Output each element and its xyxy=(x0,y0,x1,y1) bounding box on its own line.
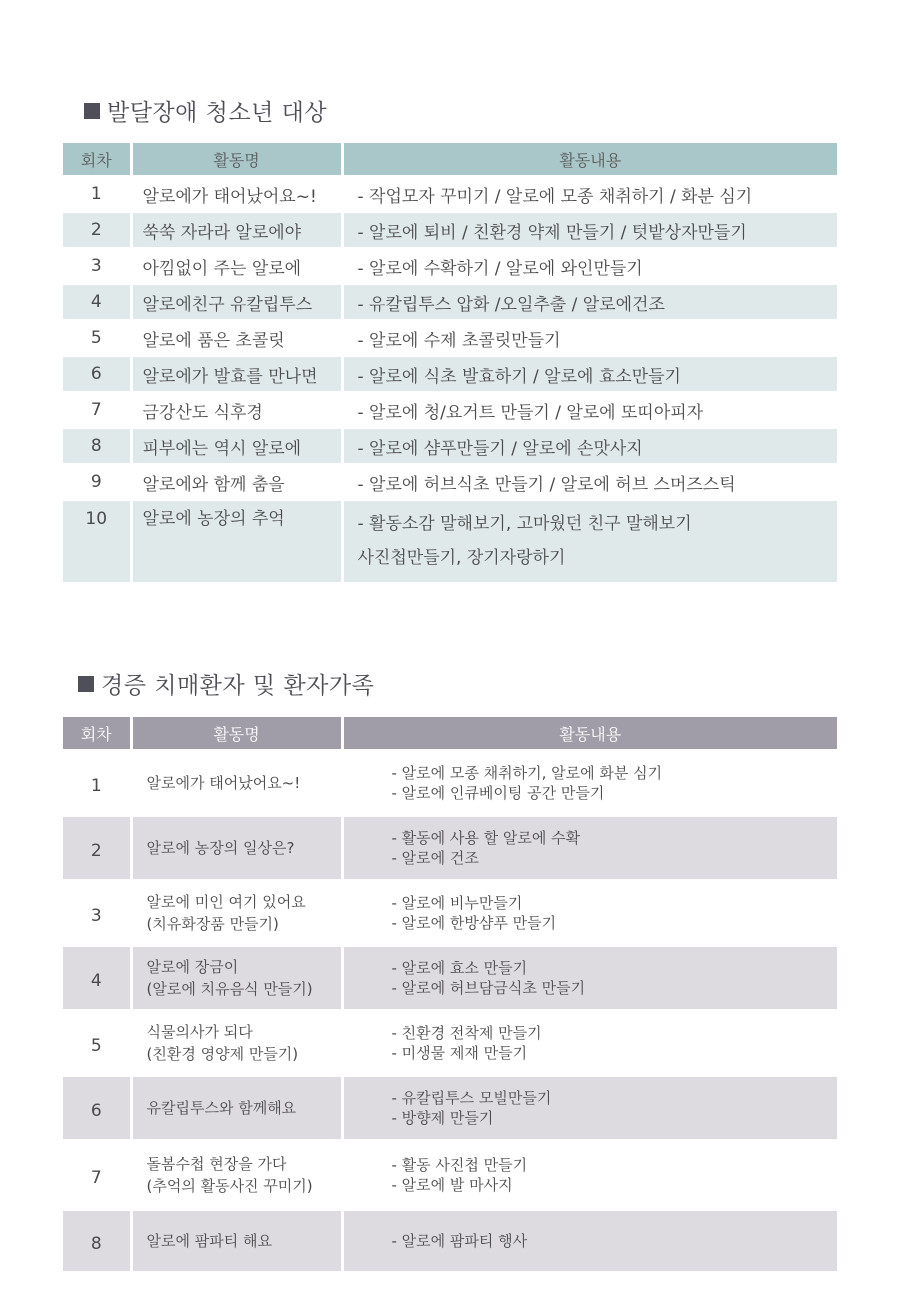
session-number: 2 xyxy=(63,816,131,881)
header-activity-content: 활동내용 xyxy=(342,717,837,751)
activity-content: - 알로에 팜파티 행사 xyxy=(342,1210,837,1273)
square-bullet-icon xyxy=(84,103,100,119)
activity-name: 알로에가 발효를 만나면 xyxy=(131,356,342,392)
session-number: 7 xyxy=(63,1141,131,1210)
session-number: 10 xyxy=(63,500,131,583)
session-number: 5 xyxy=(63,320,131,356)
activity-name: 알로에 장금이 (알로에 치유음식 만들기) xyxy=(131,946,342,1011)
session-number: 1 xyxy=(63,751,131,816)
activity-content: - 알로에 허브식초 만들기 / 알로에 허브 스머즈스틱 xyxy=(342,464,837,500)
activity-content: - 활동 사진첩 만들기 - 알로에 발 마사지 xyxy=(342,1141,837,1210)
table-row xyxy=(63,946,837,1011)
session-number: 2 xyxy=(63,212,131,248)
table-row xyxy=(63,248,837,284)
section-title-text: 경증 치매환자 및 환자가족 xyxy=(101,673,375,699)
session-number: 3 xyxy=(63,881,131,946)
activity-content: - 알로에 수확하기 / 알로에 와인만들기 xyxy=(342,248,837,284)
table-row xyxy=(63,320,837,356)
header-session: 회차 xyxy=(63,717,131,751)
activity-name: 알로에 품은 초콜릿 xyxy=(131,320,342,356)
session-number: 6 xyxy=(63,356,131,392)
table-row xyxy=(63,1210,837,1273)
session-number: 8 xyxy=(63,1210,131,1273)
table-row xyxy=(63,212,837,248)
table-row xyxy=(63,392,837,428)
activity-name: 알로에와 함께 춤을 xyxy=(131,464,342,500)
table-row xyxy=(63,1141,837,1210)
session-number: 5 xyxy=(63,1011,131,1076)
activity-content: - 친환경 전착제 만들기 - 미생물 제재 만들기 xyxy=(342,1011,837,1076)
session-number: 6 xyxy=(63,1076,131,1141)
activity-name: 쑥쑥 자라라 알로에야 xyxy=(131,212,342,248)
section-title-youth xyxy=(84,94,327,127)
session-number: 9 xyxy=(63,464,131,500)
activity-content: - 알로에 청/요거트 만들기 / 알로에 또띠아피자 xyxy=(342,392,837,428)
activity-name: 유칼립투스와 함께해요 xyxy=(131,1076,342,1141)
activity-content: - 알로에 식초 발효하기 / 알로에 효소만들기 xyxy=(342,356,837,392)
session-number: 7 xyxy=(63,392,131,428)
activity-content: - 활동소감 말해보기, 고마웠던 친구 말해보기 사진첩만들기, 장기자랑하기 xyxy=(342,500,837,583)
table-row xyxy=(63,464,837,500)
activity-content: - 유칼립투스 모빌만들기 - 방향제 만들기 xyxy=(342,1076,837,1141)
activity-name: 금강산도 식후경 xyxy=(131,392,342,428)
activity-name: 아낌없이 주는 알로에 xyxy=(131,248,342,284)
table-row xyxy=(63,500,837,583)
table-header-row xyxy=(63,717,837,751)
section-title-text: 발달장애 청소년 대상 xyxy=(107,100,328,126)
activity-name: 식물의사가 되다 (친환경 영양제 만들기) xyxy=(131,1011,342,1076)
activity-content: - 작업모자 꾸미기 / 알로에 모종 채취하기 / 화분 심기 xyxy=(342,176,837,212)
table-row xyxy=(63,176,837,212)
session-number: 8 xyxy=(63,428,131,464)
activity-content: - 알로에 샴푸만들기 / 알로에 손맛사지 xyxy=(342,428,837,464)
activity-content: - 알로에 퇴비 / 친환경 약제 만들기 / 텃밭상자만들기 xyxy=(342,212,837,248)
activity-name: 알로에친구 유칼립투스 xyxy=(131,284,342,320)
table-row xyxy=(63,284,837,320)
table-row xyxy=(63,881,837,946)
activity-name: 알로에 팜파티 해요 xyxy=(131,1210,342,1273)
activity-content: - 유칼립투스 압화 /오일추출 / 알로에건조 xyxy=(342,284,837,320)
activity-name: 알로에 미인 여기 있어요 (치유화장품 만들기) xyxy=(131,881,342,946)
session-number: 4 xyxy=(63,284,131,320)
activity-content: - 알로에 모종 채취하기, 알로에 화분 심기 - 알로에 인큐베이팅 공간 만들기 xyxy=(342,751,837,816)
activity-name: 알로에가 태어났어요~! xyxy=(131,751,342,816)
activity-content: - 알로에 효소 만들기 - 알로에 허브담금식초 만들기 xyxy=(342,946,837,1011)
table-row xyxy=(63,1076,837,1141)
session-number: 3 xyxy=(63,248,131,284)
activity-name: 알로에 농장의 추억 xyxy=(131,500,342,583)
table-row xyxy=(63,428,837,464)
session-number: 1 xyxy=(63,176,131,212)
session-number: 4 xyxy=(63,946,131,1011)
activity-name: 알로에가 태어났어요~! xyxy=(131,176,342,212)
activity-name: 피부에는 역시 알로에 xyxy=(131,428,342,464)
header-activity-name: 활동명 xyxy=(131,717,342,751)
table-row xyxy=(63,356,837,392)
table-row xyxy=(63,816,837,881)
header-activity-content: 활동내용 xyxy=(342,143,837,176)
table-header-row xyxy=(63,143,837,176)
youth-program-table xyxy=(63,143,837,584)
dementia-program-table xyxy=(63,717,837,1274)
square-bullet-icon xyxy=(78,676,94,692)
header-activity-name: 활동명 xyxy=(131,143,342,176)
header-session: 회차 xyxy=(63,143,131,176)
activity-content: - 알로에 비누만들기 - 알로에 한방샴푸 만들기 xyxy=(342,881,837,946)
activity-name: 돌봄수첩 현장을 가다 (추억의 활동사진 꾸미기) xyxy=(131,1141,342,1210)
section-title-dementia xyxy=(78,667,374,700)
table-row xyxy=(63,751,837,816)
activity-content: - 알로에 수제 초콜릿만들기 xyxy=(342,320,837,356)
activity-content: - 활동에 사용 할 알로에 수확 - 알로에 건조 xyxy=(342,816,837,881)
table-row xyxy=(63,1011,837,1076)
activity-name: 알로에 농장의 일상은? xyxy=(131,816,342,881)
